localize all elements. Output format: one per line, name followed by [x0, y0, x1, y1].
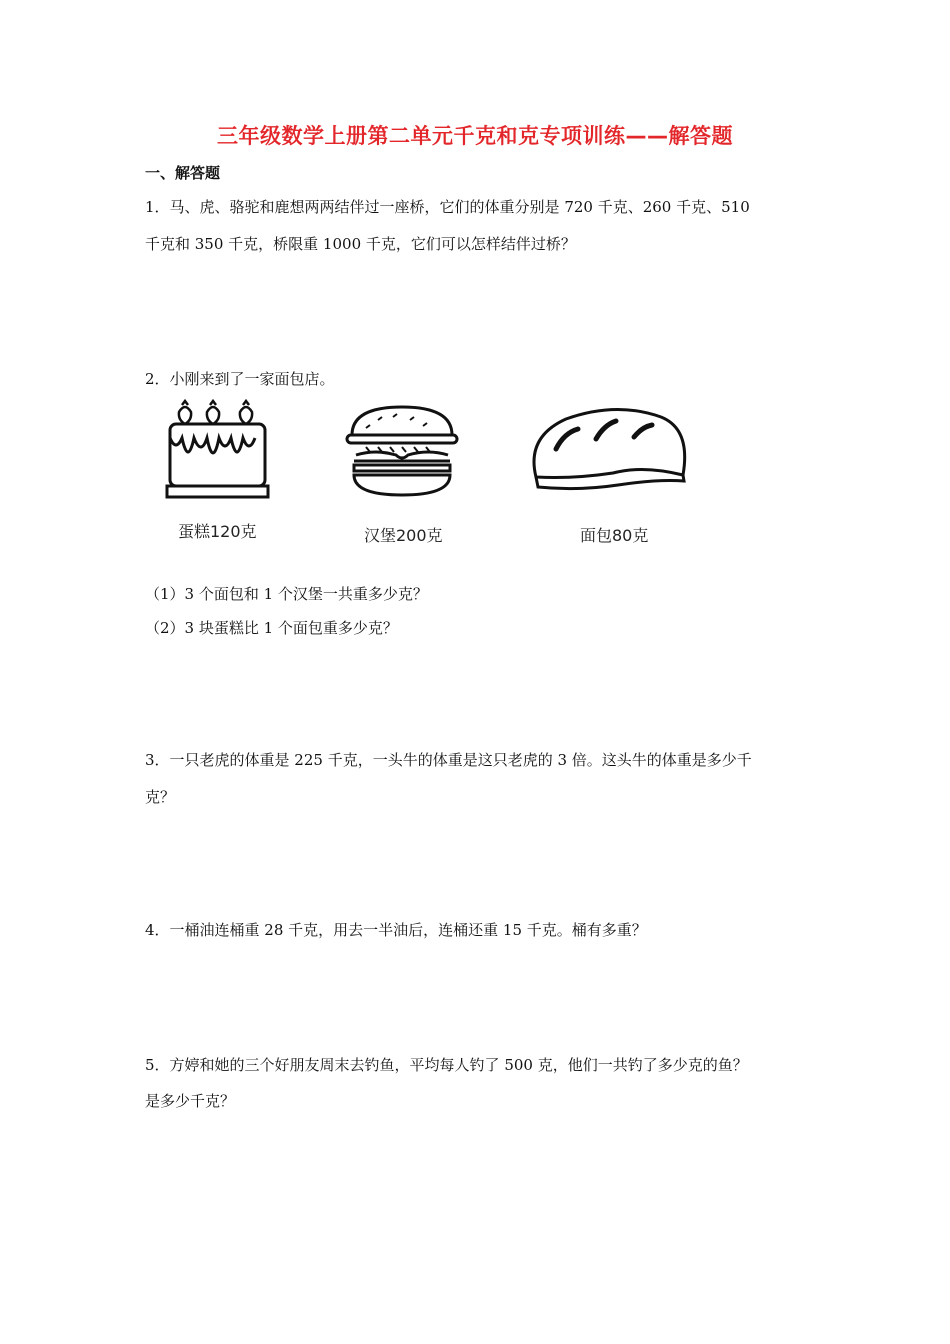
hamburger-icon: [342, 403, 462, 499]
cake-caption: 蛋糕120克: [178, 522, 257, 541]
bread-icon: [528, 407, 690, 495]
question-1-line-2: 千克和 350 千克，桥限重 1000 千克，它们可以怎样结伴过桥？: [145, 235, 576, 253]
hamburger-caption: 汉堡200克: [364, 526, 443, 545]
question-2-sub-2: （2）3 块蛋糕比 1 个面包重多少克？: [145, 619, 398, 637]
question-3-line-1: 3．一只老虎的体重是 225 千克，一头牛的体重是这只老虎的 3 倍。这头牛的体重是多少千: [145, 751, 752, 769]
section-heading: 一、解答题: [145, 164, 221, 182]
question-3-line-2: 克？: [145, 788, 176, 806]
question-5-line-2: 是多少千克？: [145, 1092, 236, 1110]
question-2-intro: 2．小刚来到了一家面包店。: [145, 370, 335, 388]
question-4-line-1: 4．一桶油连桶重 28 千克，用去一半油后，连桶还重 15 千克。桶有多重？: [145, 921, 647, 939]
bread-caption: 面包80克: [580, 526, 649, 545]
question-5-line-1: 5．方婷和她的三个好朋友周末去钓鱼，平均每人钓了 500 克，他们一共钓了多少克的鱼？: [145, 1056, 748, 1074]
document-title: 三年级数学上册第二单元千克和克专项训练——解答题: [217, 124, 733, 148]
question-2-sub-1: （1）3 个面包和 1 个汉堡一共重多少克？: [145, 585, 428, 603]
cake-icon: [160, 398, 275, 502]
question-1-line-1: 1．马、虎、骆驼和鹿想两两结伴过一座桥，它们的体重分别是 720 千克、260 千克、510: [145, 198, 750, 216]
